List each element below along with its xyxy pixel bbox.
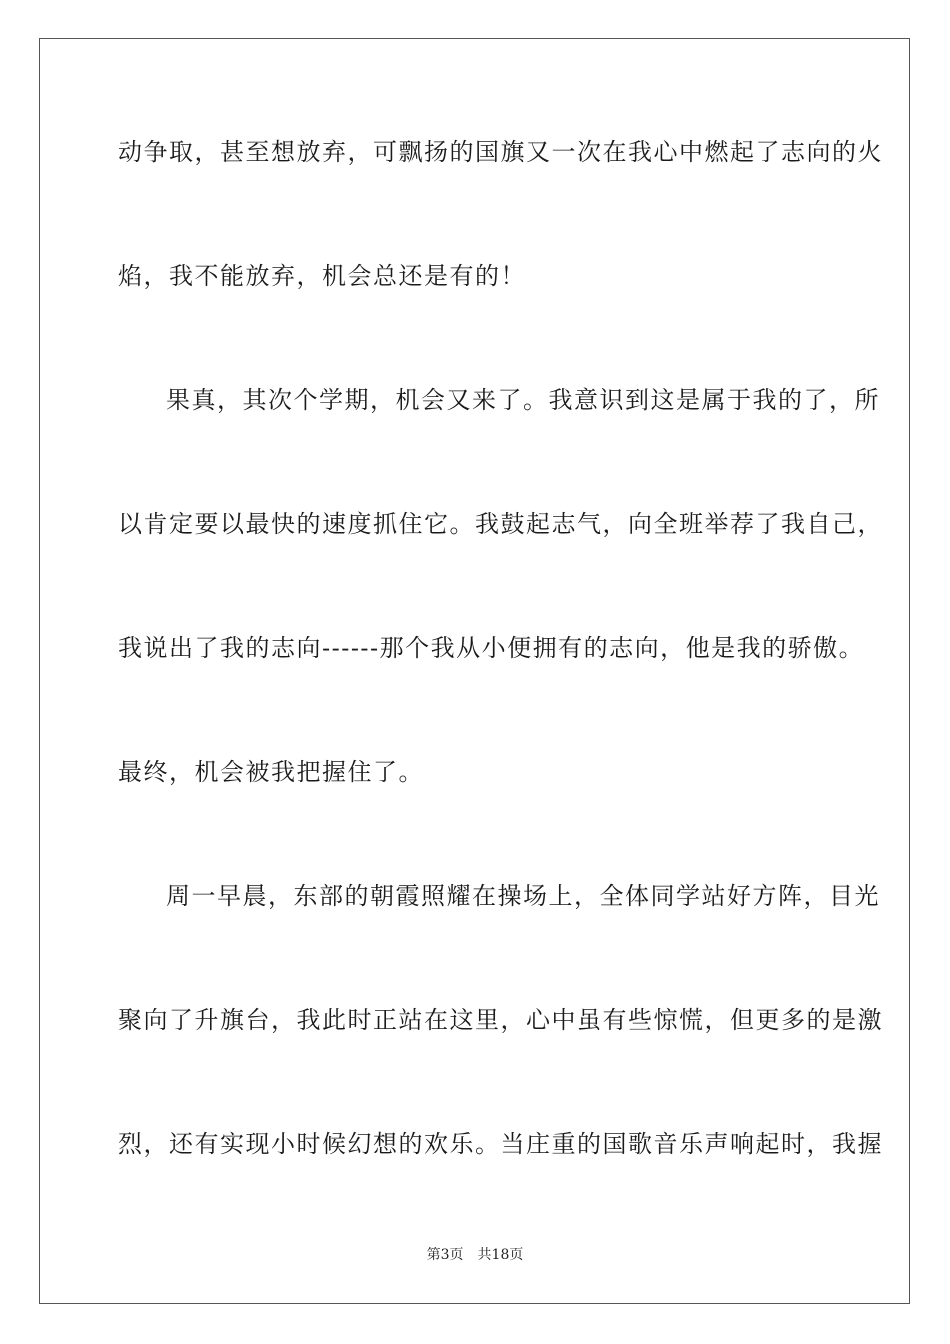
- paragraph-first-line: 周一早晨，东部的朝霞照耀在操场上，全体同学站好方阵，目光: [166, 882, 880, 910]
- page-footer: [0, 1246, 950, 1264]
- text-line: 焰，我不能放弃，机会总还是有的！: [118, 262, 526, 290]
- text-line: 聚向了升旗台，我此时正站在这里，心中虽有些惊慌，但更多的是激: [118, 1006, 883, 1034]
- page-number: 第3页: [426, 1247, 464, 1263]
- page-border: [39, 38, 910, 1304]
- text-line: 烈，还有实现小时候幻想的欢乐。当庄重的国歌音乐声响起时，我握: [118, 1130, 883, 1158]
- total-pages: 共18页: [477, 1247, 524, 1263]
- paragraph-first-line: 果真，其次个学期，机会又来了。我意识到这是属于我的了，所: [166, 386, 880, 414]
- text-line: 动争取，甚至想放弃，可飘扬的国旗又一次在我心中燃起了志向的火: [118, 138, 883, 166]
- text-line: 我说出了我的志向------那个我从小便拥有的志向，他是我的骄傲。: [118, 634, 865, 662]
- text-line: 以肯定要以最快的速度抓住它。我鼓起志气，向全班举荐了我自己，: [118, 510, 883, 538]
- text-line: 最终，机会被我把握住了。: [118, 758, 424, 786]
